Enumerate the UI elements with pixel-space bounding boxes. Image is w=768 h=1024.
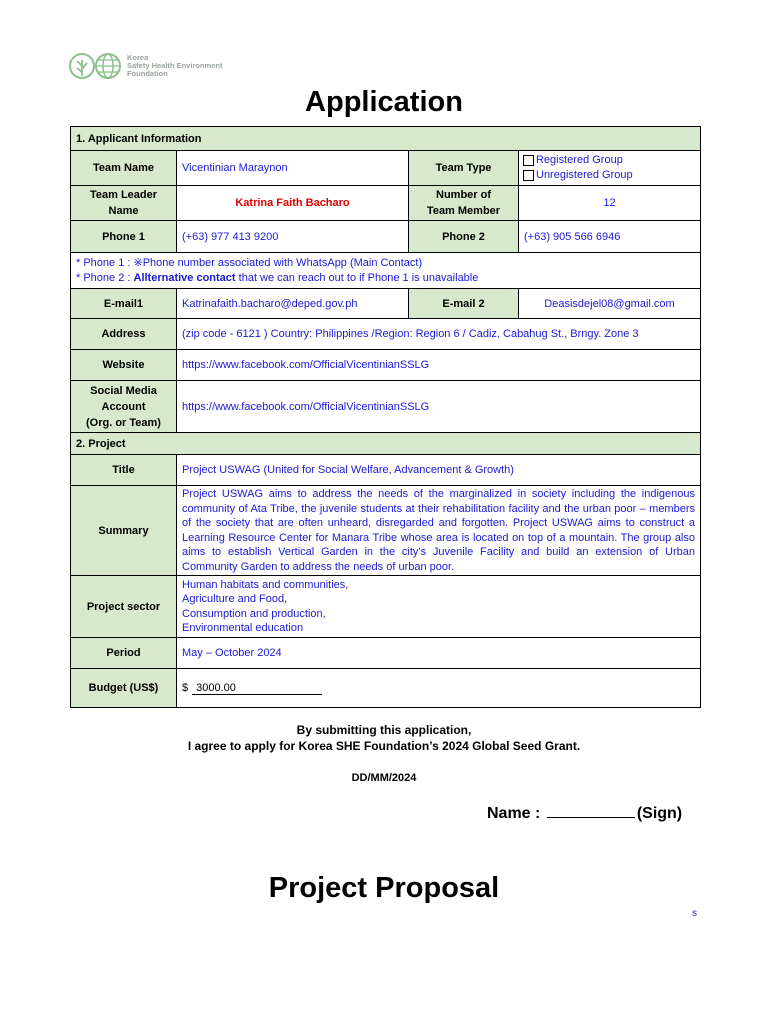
address-label: Address [71, 319, 177, 350]
address-value[interactable]: (zip code - 6121 ) Country: Philippines /Region: Region 6 / Cadiz, Cabahug St., Brngy. Zone 3 [177, 319, 701, 350]
agreement-text: By submitting this application, I agree to apply for Korea SHE Foundation’s 2024 Global Seed Grant. [187, 723, 581, 753]
signature-blank[interactable] [547, 817, 635, 818]
team-leader-label: Team Leader Name [71, 186, 177, 221]
website-link[interactable]: https://www.facebook.com/OfficialVicentinianSSLG [177, 350, 701, 381]
checkbox-icon[interactable] [523, 170, 534, 181]
sector-item: Consumption and production, [182, 607, 326, 620]
team-name-label: Team Name [71, 151, 177, 186]
team-type-label: Team Type [409, 151, 519, 186]
foundation-logo [68, 50, 222, 82]
period-label: Period [71, 638, 177, 669]
phone2-label: Phone 2 [409, 221, 519, 253]
stray-text: s [692, 908, 697, 919]
budget-label: Budget (US$) [71, 669, 177, 708]
sector-item: Human habitats and communities, [182, 578, 349, 591]
page-title: Application [305, 86, 463, 118]
social-media-link[interactable]: https://www.facebook.com/OfficialVicentinianSSLG [177, 381, 701, 433]
num-members-label: Number of Team Member [409, 186, 519, 221]
checkbox-icon[interactable] [523, 155, 534, 166]
email2-label: E-mail 2 [409, 289, 519, 319]
application-form [70, 126, 701, 708]
budget-value[interactable]: $ 3000.00 [177, 669, 701, 708]
leaf-globe-logo-icon [68, 50, 126, 82]
team-leader-value[interactable]: Katrina Faith Bacharo [177, 186, 409, 221]
summary-label: Summary [71, 486, 177, 576]
unregistered-group-option[interactable]: Unregistered Group [523, 168, 695, 183]
phone-notes: * Phone 1 : ※Phone number associated with WhatsApp (Main Contact) * Phone 2 : Allternative contact that we can reach out to if Phone 1 is unavailable [71, 253, 701, 289]
signature-line[interactable]: Name : (Sign) [487, 805, 683, 822]
date-field[interactable]: DD/MM/2024 [351, 772, 417, 784]
logo-text: Korea Safety Health Environment Foundation [127, 52, 223, 79]
email1-value[interactable]: Katrinafaith.bacharo@deped.gov.ph [177, 289, 409, 319]
phone2-value[interactable]: (+63) 905 566 6946 [519, 221, 701, 253]
period-value[interactable]: May – October 2024 [177, 638, 701, 669]
sector-item: Agriculture and Food, [182, 593, 288, 605]
proposal-heading: Project Proposal [268, 872, 500, 904]
registered-group-option[interactable]: Registered Group [523, 153, 695, 168]
phone1-label: Phone 1 [71, 221, 177, 253]
project-title-label: Title [71, 455, 177, 486]
phone1-value[interactable]: (+63) 977 413 9200 [177, 221, 409, 253]
project-title-value[interactable]: Project USWAG (United for Social Welfare, Advancement & Growth) [177, 455, 701, 486]
section-applicant-info: 1. Applicant Information [71, 127, 701, 151]
project-sector-label: Project sector [71, 576, 177, 638]
sector-item: Environmental education [182, 622, 304, 634]
website-label: Website [71, 350, 177, 381]
email1-label: E-mail1 [71, 289, 177, 319]
summary-value[interactable]: Project USWAG aims to address the needs of the marginalized in society including the indigenous community of Ata Tribe, the juvenile students at their rehabilitation facility and the urban poor – members of the society that are often unheard, disregarded and forgotten. Project USWAG aims to construct a Learning Resource Center for Manara Tribe whose area is located on top of a mountain. The group also aims to establish Vertical Garden in the city’s Juvenile Facility and build an extension of Urban Community Garden to address the needs of urban poor. [177, 486, 701, 576]
section-project: 2. Project [71, 433, 701, 455]
social-media-label: Social Media Account (Org. or Team) [71, 381, 177, 433]
project-sector-value[interactable] [177, 576, 701, 638]
num-members-value[interactable]: 12 [519, 186, 701, 221]
team-name-value[interactable]: Vicentinian Maraynon [177, 151, 409, 186]
email2-value[interactable]: Deasisdejel08@gmail.com [519, 289, 701, 319]
